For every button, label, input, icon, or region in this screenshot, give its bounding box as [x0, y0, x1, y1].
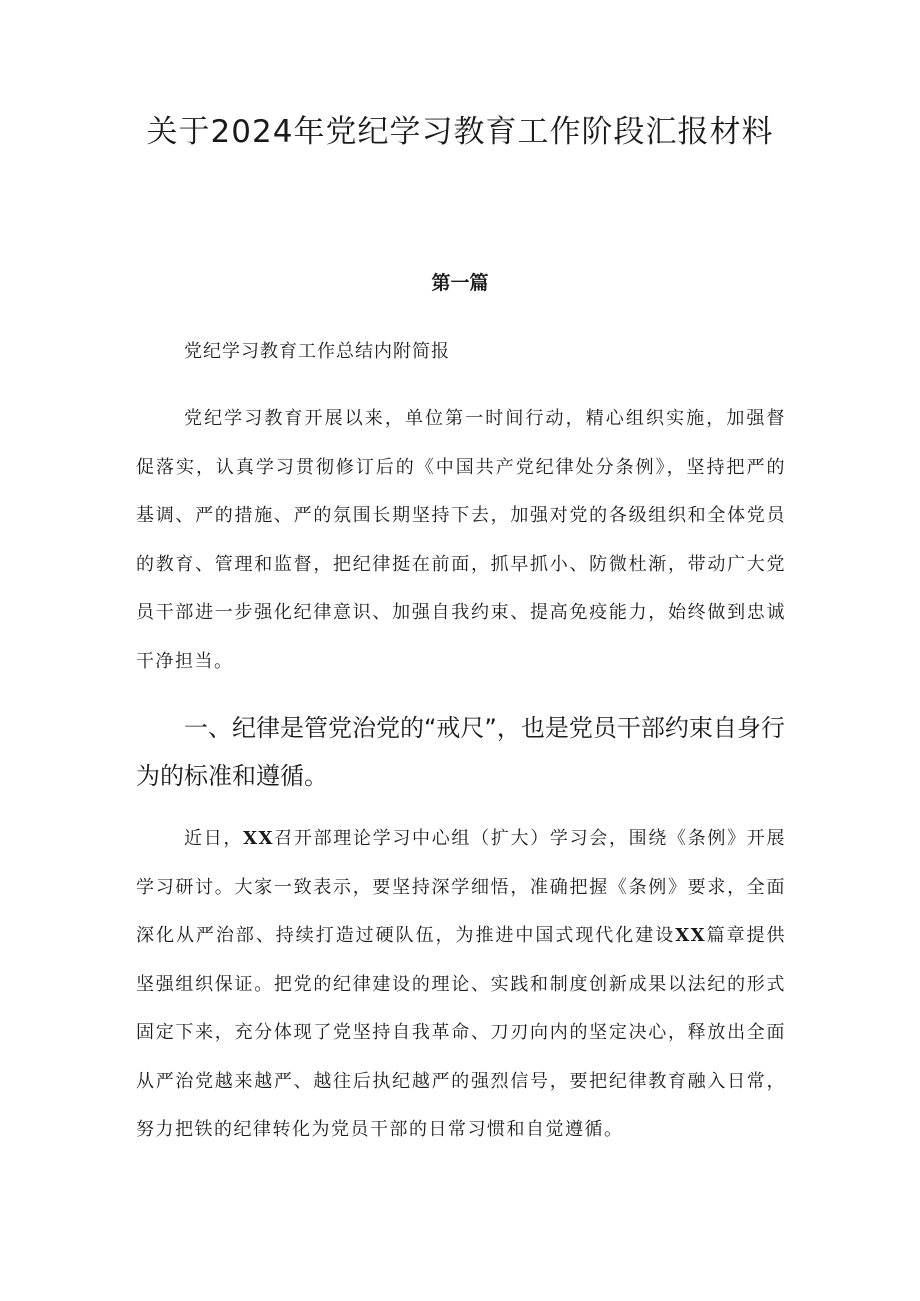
- document-subtitle: 党纪学习教育工作总结内附简报: [184, 341, 450, 362]
- section-label: 第一篇: [431, 272, 489, 294]
- paragraph-2-text-a: 近日，: [184, 828, 244, 849]
- paragraph-2-text-c: 篇章提供坚强组织保证。把党的纪律建设的理论、实践和制度创新成果以法纪的形式固定下来，充分体现了党坚持自我革命、刀刃向内的坚定决心，释放出全面从严治党越来越严、越往后执纪越严的强烈信号，要把纪律教育融入日常，努力把铁的纪律转化为党员干部的日常习惯和自觉遵循。: [136, 925, 787, 1140]
- body-paragraph-1: 党纪学习教育开展以来，单位第一时间行动，精心组织实施，加强督促落实，认真学习贯彻修订后的《中国共产党纪律处分条例》，坚持把严的基调、严的措施、严的氛围长期坚持下去，加强对党的各级组织和全体党员的教育、管理和监督，把纪律挺在前面，抓早抓小、防微杜渐，带动广大党员干部进一步强化纪律意识、加强自我约束、提高免疫能力，始终做到忠诚干净担当。: [136, 408, 786, 672]
- body-paragraph-2: [136, 815, 786, 1155]
- section-heading-1: 一、纪律是管党治党的“戒尺”，也是党员干部约束自身行为的标准和遵循。: [136, 714, 785, 790]
- document-title: 关于2024年党纪学习教育工作阶段汇报材料: [146, 114, 774, 150]
- paragraph-2-placeholder-a: XX: [243, 828, 275, 849]
- paragraph-2-text-b: 召开部理论学习中心组（扩大）学习会，围绕《条例》开展学习研讨。大家一致表示，要坚持深学细悟，准确把握《条例》要求，全面深化从严治部、持续打造过硬队伍，为推进中国式现代化建设: [136, 828, 786, 946]
- paragraph-2-placeholder-b: XX: [675, 925, 707, 946]
